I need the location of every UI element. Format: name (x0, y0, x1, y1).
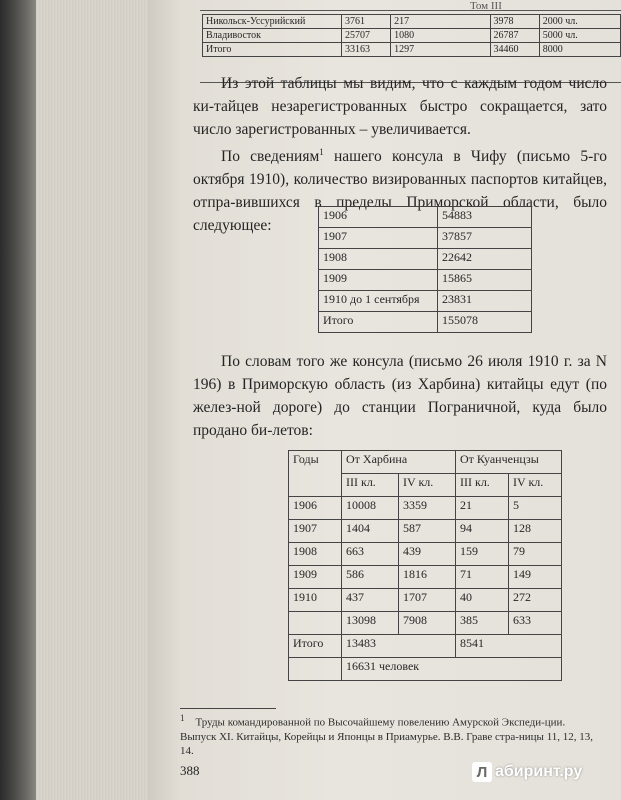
table-cell: 439 (399, 543, 456, 566)
total-label-cell: Итого (289, 635, 342, 658)
table-row (319, 228, 532, 249)
table-row (319, 312, 532, 333)
page-number: 388 (180, 763, 200, 778)
paragraph-1: Из этой таблицы мы видим, что с каждым годом число ки-тайцев незарегистрованных быстро сокращается, зато число зарегистрованных – увеличивается. (193, 75, 607, 138)
book-spine (0, 0, 36, 800)
table-row (319, 249, 532, 270)
table-row (289, 566, 562, 589)
table-cell: Итого (203, 43, 342, 57)
total-value-cell: 155078 (438, 312, 532, 333)
paragraph-2-start: По сведениям (221, 148, 320, 166)
table-cell: 385 (456, 612, 509, 635)
table-cell: 663 (342, 543, 399, 566)
table-cell: Никольск-Уссурийский (203, 15, 342, 29)
grand-total-row (289, 658, 562, 681)
table-cell: 25707 (341, 29, 390, 43)
table-cell: 3359 (399, 497, 456, 520)
table-row (319, 291, 532, 312)
count-cell: 37857 (438, 228, 532, 249)
table-cell: 26787 (490, 29, 539, 43)
count-cell: 23831 (438, 291, 532, 312)
table-cell: 159 (456, 543, 509, 566)
table-row (319, 207, 532, 228)
table-cell: 437 (342, 589, 399, 612)
total-harbin-cell: 13483 (342, 635, 456, 658)
table-cell: 33163 (341, 43, 390, 57)
table-header-row (289, 451, 562, 474)
table-row (289, 612, 562, 635)
year-cell: 1907 (319, 228, 438, 249)
year-cell: 1906 (319, 207, 438, 228)
table-row (289, 589, 562, 612)
table-cell: 94 (456, 520, 509, 543)
table-row (203, 43, 621, 57)
table-row (289, 543, 562, 566)
table-row (289, 497, 562, 520)
table-cell: 34460 (490, 43, 539, 57)
header-from-harbin: От Харбина (342, 451, 456, 474)
table-cell: 1816 (399, 566, 456, 589)
count-cell: 22642 (438, 249, 532, 270)
watermark-text: абиринт.ру (495, 763, 583, 780)
header-class-4: IV кл. (509, 474, 562, 497)
table-cell: 217 (391, 15, 490, 29)
table-cell: 128 (509, 520, 562, 543)
running-head: Том III (470, 0, 502, 12)
table-row (203, 29, 621, 43)
total-label-cell: Итого (319, 312, 438, 333)
table-cell: 1707 (399, 589, 456, 612)
count-cell: 54883 (438, 207, 532, 228)
header-years: Годы (289, 451, 342, 497)
table-cell: 1907 (289, 520, 342, 543)
grand-total-cell: 16631 человек (342, 658, 562, 681)
table-row (203, 15, 621, 29)
paragraph-2-rest: нашего консула в Чифу (письмо 5-го октября 1910), количество визированных паспортов китайцев, отпра-вившихся в пределы Приморской области, было следующее: (193, 148, 608, 235)
page-edges (36, 0, 148, 800)
table-cell: 586 (342, 566, 399, 589)
table-cell: 40 (456, 589, 509, 612)
table-cell: 2000 чл. (539, 15, 620, 29)
table-cell: 1297 (391, 43, 490, 57)
labirint-logo-icon: Л (472, 762, 492, 782)
tickets-table (288, 450, 562, 681)
table-cell: 1080 (391, 29, 490, 43)
header-class-3: III кл. (342, 474, 399, 497)
table-cell: 1404 (342, 520, 399, 543)
table-cell: 10008 (342, 497, 399, 520)
table-cell: 7908 (399, 612, 456, 635)
table-cell: 13098 (342, 612, 399, 635)
table-cell: 5000 чл. (539, 29, 620, 43)
total-kuanchengzi-cell: 8541 (456, 635, 562, 658)
table-cell: 1909 (289, 566, 342, 589)
total-row (289, 635, 562, 658)
table-cell: 149 (509, 566, 562, 589)
year-cell: 1910 до 1 сентября (319, 291, 438, 312)
table-cell: 587 (399, 520, 456, 543)
watermark (472, 762, 582, 782)
table-cell: 3978 (490, 15, 539, 29)
table-cell: 21 (456, 497, 509, 520)
table-cell: 272 (509, 589, 562, 612)
table-row (319, 270, 532, 291)
year-cell: 1908 (319, 249, 438, 270)
table-cell: 1910 (289, 589, 342, 612)
top-table (202, 14, 621, 57)
footnote-text: Труды командированной по Высочайшему повелению Амурской Экспеди-ции. Выпуск XI. Китайцы, Корейцы и Японцы в Приамурье. В.В. Граве стра-ницы 11, 12, 13, 14. (180, 716, 594, 757)
table-cell (289, 612, 342, 635)
footnote-mark: 1 (180, 713, 185, 723)
count-cell: 15865 (438, 270, 532, 291)
table-cell: 5 (509, 497, 562, 520)
table-cell: 1908 (289, 543, 342, 566)
header-class-4: IV кл. (399, 474, 456, 497)
empty-cell (289, 658, 342, 681)
year-cell: 1909 (319, 270, 438, 291)
table-cell: 8000 (539, 43, 620, 57)
table-cell: 79 (509, 543, 562, 566)
footnote-rule (180, 708, 276, 709)
paragraph-3: По словам того же консула (письмо 26 июля 1910 г. за N 196) в Приморскую область (из Харбина) китайцы едут (по желез-ной дороге) до станции Пограничной, куда было продано би-летов: (193, 353, 607, 439)
header-rule (200, 10, 621, 11)
header-class-3: III кл. (456, 474, 509, 497)
table-cell: 3761 (341, 15, 390, 29)
table-cell: 71 (456, 566, 509, 589)
passports-table (318, 206, 532, 333)
table-cell: Владивосток (203, 29, 342, 43)
footnote-ref: 1 (319, 147, 324, 157)
table-cell: 1906 (289, 497, 342, 520)
table-row (289, 520, 562, 543)
header-from-kuanchengzi: От Куанченцзы (456, 451, 562, 474)
footnote (180, 711, 600, 758)
table-cell: 633 (509, 612, 562, 635)
